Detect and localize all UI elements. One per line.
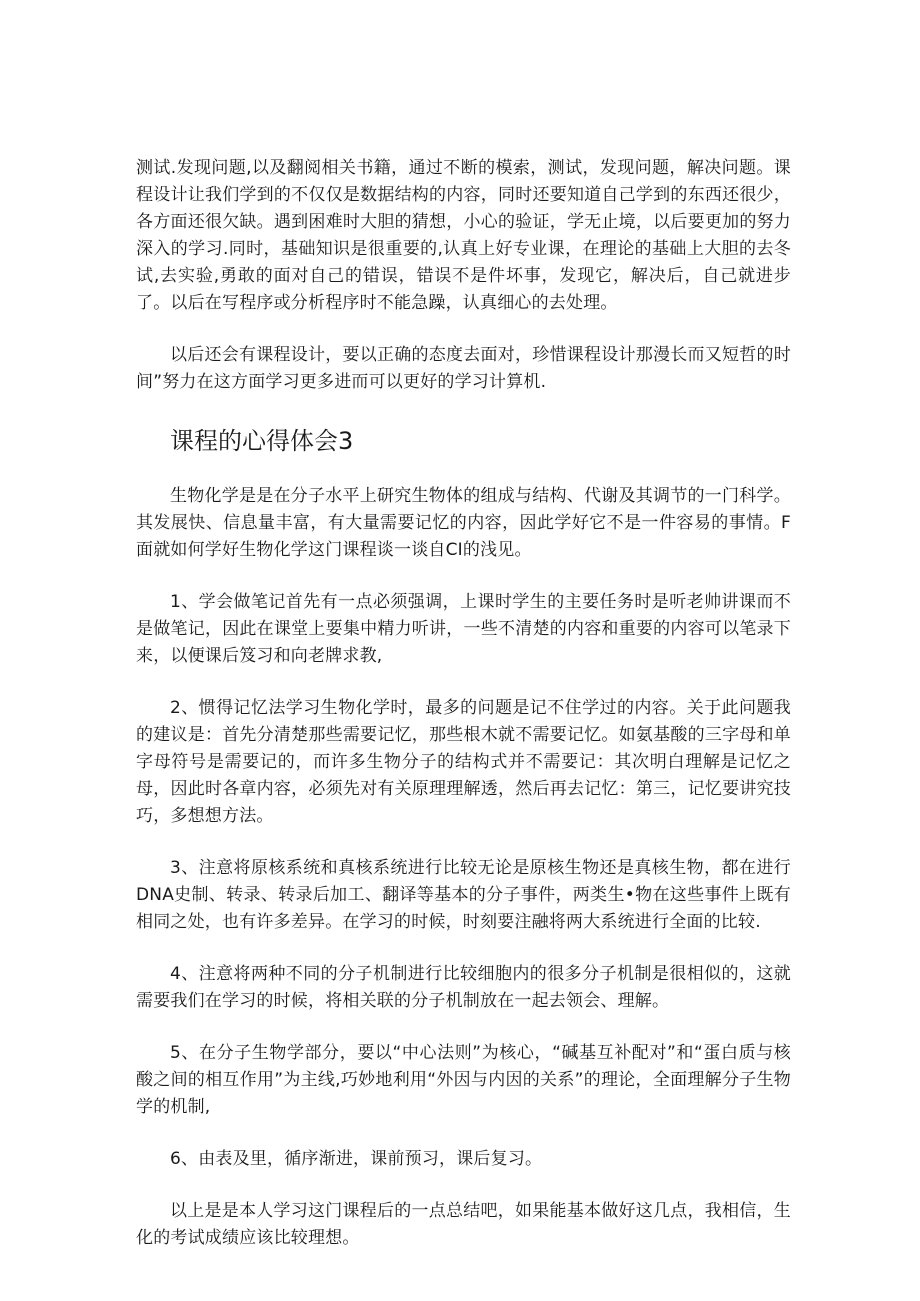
document-body <box>136 155 791 1277</box>
paragraph-intro-2: 以后还会有课程设计，要以正确的态度去面对，珍惜课程设计那漫长而又短哲的时间”努力在这方面学习更多进而可以更好的学习计算机. <box>136 345 791 392</box>
paragraph-overview: 生物化学是是在分子水平上研究生物体的组成与结构、代谢及其调节的一门科学。其发展快、信息量丰富，有大量需要记忆的内容，因此学好它不是一件容易的事情。F面就如何学好生物化学这门课程谈一谈自CI的浅见。 <box>136 486 791 560</box>
paragraph-point-3: 3、注意将原核系统和真核系统进行比较无论是原核生物还是真核生物，都在进行DNA史制、转录、转录后加工、翻译等基本的分子事件，两类生•物在这些事件上既有相同之处，也有许多差异。在学习的时候，时刻要注融将两大系统进行全面的比较. <box>136 858 791 932</box>
paragraph-point-5: 5、在分子生物学部分，要以“中心法则”为核心，“碱基互补配对”和“蛋白质与核酸之间的相互作用”为主线,巧妙地利用“外因与内因的关系”的理论，全面理解分子生物学的机制, <box>136 1043 791 1117</box>
paragraph-point-4: 4、注意将两种不同的分子机制进行比较细胞内的很多分子机制是很相似的，这就需要我们在学习的时候，将相关联的分子机制放在一起去领会、理解。 <box>136 964 791 1011</box>
section-heading: 课程的心得体会3 <box>170 427 354 455</box>
paragraph-conclusion: 以上是是本人学习这门课程后的一点总结吧，如果能基本做好这几点，我相信，生化的考试成绩应该比较理想。 <box>136 1201 791 1248</box>
paragraph-point-6: 6、由表及里，循序渐进，课前预习，课后复习。 <box>170 1149 543 1169</box>
paragraph-intro-1: 测试.发现问题,以及翻阅相关书籍，通过不断的模索，测试，发现问题，解决问题。课程设计让我们学到的不仅仅是数据结构的内容，同时还要知道自己学到的东西还很少，各方面还很欠缺。遇到困难时大胆的猜想，小心的验证，学无止境，以后要更加的努力深入的学习.同时，基础知识是很重要的,认真上好专业课，在理论的基础上大胆的去冬试,去实验,勇敢的面对自己的错误，错误不是件坏事，发现它，解决后，自己就进步了。以后在写程序或分析程序时不能急躁，认真细心的去处理。 <box>136 158 791 313</box>
paragraph-point-1: 1、学会做笔记首先有一点必须强调，上课时学生的主要任务时是听老帅讲课而不是做笔记，因此在课堂上要集中精力听讲，一些不清楚的内容和重要的内容可以笔录下来，以便课后笈习和向老牌求教, <box>136 592 791 666</box>
paragraph-point-2: 2、惯得记忆法学习生物化学时，最多的问题是记不住学过的内容。关于此问题我的建议是：首先分清楚那些需要记忆，那些根木就不需要记忆。如氨基酸的三字母和单字母符号是需要记的，而许多生物分子的结构式并不需要记：其次明白理解是记忆之母，因此时各章内容，必须先对有关原理理解透，然后再去记忆：第三，记忆要讲究技巧，多想想方法。 <box>136 698 791 826</box>
